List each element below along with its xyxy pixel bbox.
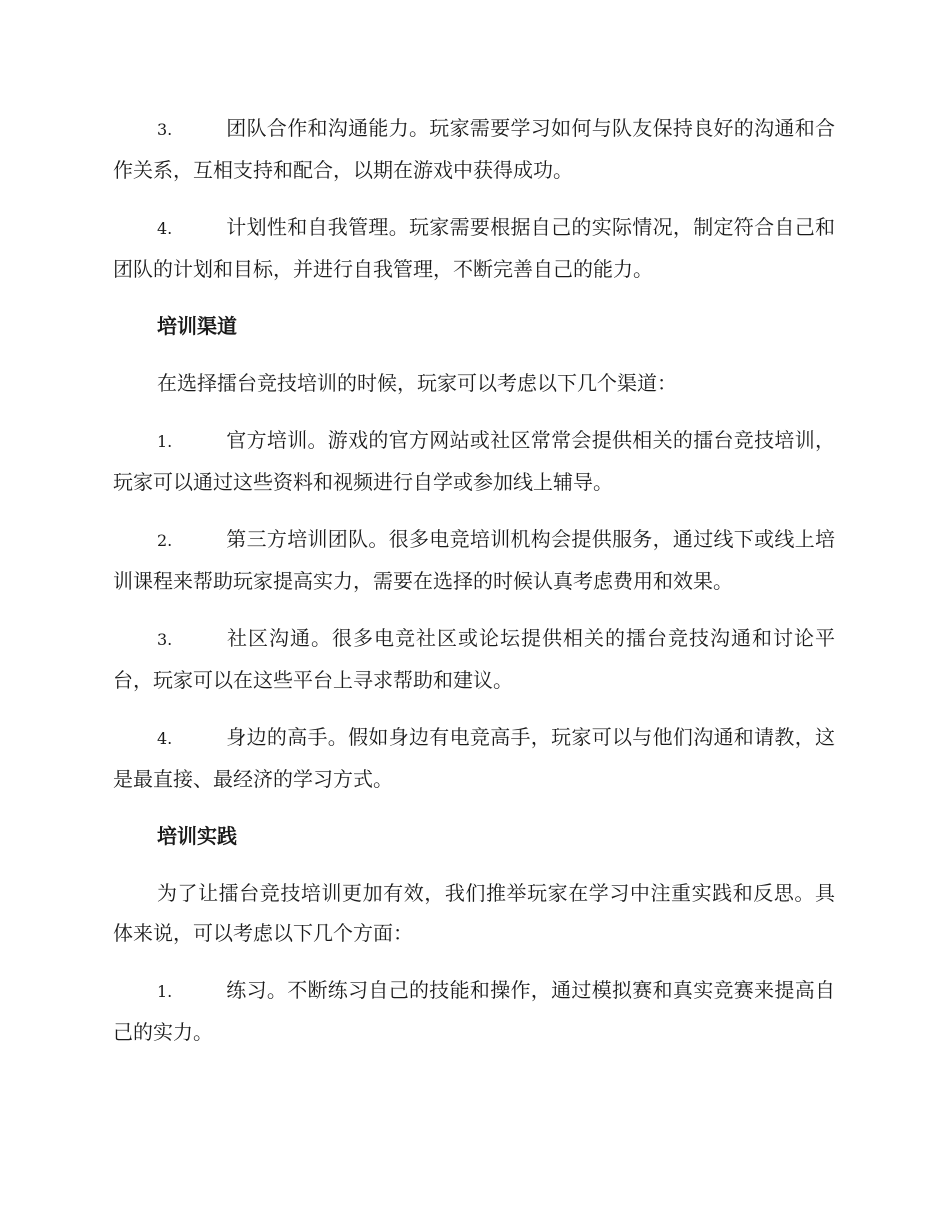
list-item-text: 团队合作和沟通能力。玩家需要学习如何与队友保持良好的沟通和合作关系，互相支持和配合，以期在游戏中获得成功。 — [113, 116, 835, 182]
section-heading: 培训渠道 — [157, 314, 237, 338]
list-item-text: 计划性和自我管理。玩家需要根据自己的实际情况，制定符合自己和团队的计划和目标，并进行自我管理，不断完善自己的能力。 — [113, 215, 835, 281]
list-item-text: 社区沟通。很多电竞社区或论坛提供相关的擂台竞技沟通和讨论平台，玩家可以在这些平台上寻求帮助和建议。 — [113, 626, 835, 692]
list-item — [113, 207, 835, 289]
list-item-text: 第三方培训团队。很多电竞培训机构会提供服务，通过线下或线上培训课程来帮助玩家提高实力，需要在选择的时候认真考虑费用和效果。 — [113, 527, 835, 593]
list-number: 3. — [157, 630, 173, 649]
list-item — [113, 420, 835, 502]
list-number: 1. — [157, 432, 173, 451]
list-number: 3. — [157, 120, 173, 139]
paragraph: 在选择擂台竞技培训的时候，玩家可以考虑以下几个渠道： — [157, 371, 677, 395]
list-number: 1. — [157, 982, 173, 1001]
list-number: 4. — [157, 729, 173, 748]
list-item-text: 身边的高手。假如身边有电竞高手，玩家可以与他们沟通和请教，这是最直接、最经济的学习方式。 — [113, 725, 835, 791]
document-page — [113, 108, 835, 1069]
list-number: 4. — [157, 219, 173, 238]
list-item — [113, 108, 835, 190]
list-item — [113, 970, 835, 1052]
list-item — [113, 717, 835, 799]
list-number: 2. — [157, 531, 173, 550]
paragraph: 为了让擂台竞技培训更加有效，我们推举玩家在学习中注重实践和反思。具体来说，可以考虑以下几个方面： — [113, 881, 835, 945]
list-item — [113, 618, 835, 700]
list-item — [113, 519, 835, 601]
list-item-text: 练习。不断练习自己的技能和操作，通过模拟赛和真实竞赛来提高自己的实力。 — [113, 978, 835, 1044]
section-heading: 培训实践 — [157, 824, 237, 848]
list-item-text: 官方培训。游戏的官方网站或社区常常会提供相关的擂台竞技培训，玩家可以通过这些资料和视频进行自学或参加线上辅导。 — [113, 428, 835, 494]
